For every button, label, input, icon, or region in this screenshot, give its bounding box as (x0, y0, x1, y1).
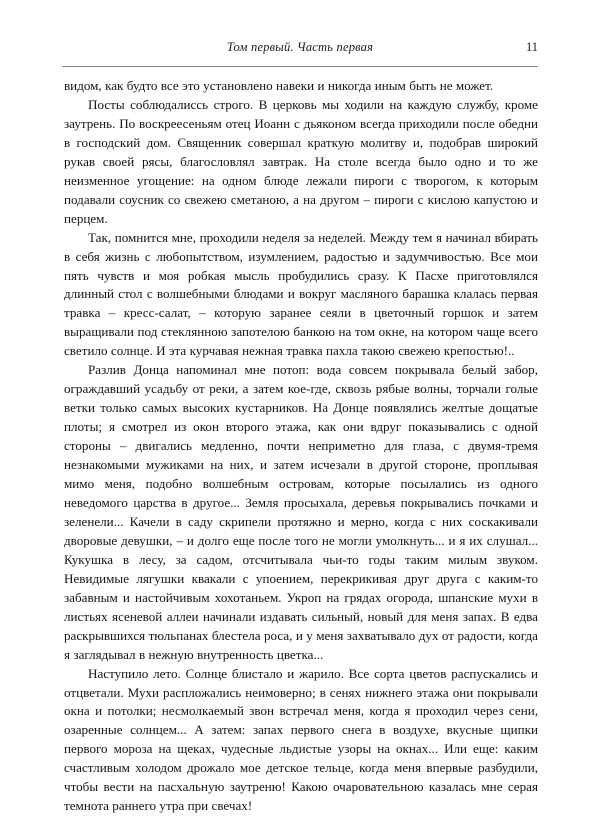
page-number: 11 (525, 40, 538, 54)
paragraph-continuation: видом, как будто все это установлено навеки и никогда иным быть не может. (64, 78, 494, 93)
paragraph-donets-flood: Разлив Донца напоминал мне потоп: вода совсем покрывала белый забор, ограждавший усадьбу от реки, а затем кое-где, сквозь рябые волны, торчали голые ветки только самых высоких кустарников. На Донце появлялись желтые дощатые плоты; я смотрел из окон второго этажа, как они вдруг показывались с одной стороны – двигались медленно, почти неприметно для глаза, с двумя-тремя незнакомыми мужиками на них, и затем исчезали в другой стороне, проплывая мимо меня, подобно волшебным островам, которые посылались из одного неведомого царства в другое... Земля просыхала, деревья покрывались почками и зеленели... Качели в саду скрипели протяжно и мерно, когда с них соскакивали дворовые девушки, – и долго еще после того не могли умолкнуть... и я их слушал... Кукушка в лесу, за садом, отсчитывала чьи-то годы таким милым звуком. Невидимые лягушки квакали с упоением, перекрикивая друг друга с каким-то забавным и настойчивым хохотаньем. Укроп на грядах огорода, шпанские мухи в листьях ясеневой аллеи начинали издавать сильный, новый для меня запах. В едва раскрывшихся тюльпанах блестела роса, и у меня захватывало дух от радости, когда я заглядывал в нежную внутренность цветка... (64, 362, 538, 662)
running-head-title: Том первый. Часть первая (226, 40, 374, 54)
running-head (62, 40, 538, 60)
paragraph-fasting: Посты соблюдалиссь строго. В церковь мы ходили на каждую службу, кроме заутрень. По воскреесеньям отец Иоанн с дьяконом всегда приходили после обедни в господский дом. Священник совершал краткую молитву и, подобрав широкий рукав своей рясы, благословлял завтрак. На столе всегда было одно и то же неизменное угощение: на одном блюде лежали пироги с творогом, к которым подавали соусник со свежею сметаною, а на другом – пироги с кислою капустою и перцем. (64, 96, 538, 226)
paragraph-summer: Наступило лето. Солнце блистало и жарило. Все сорта цветов распускались и отцветали. Мухи распложались неимоверно; в сенях нижнего этажа они покрывали окна и потолки; несмолкаемый звон встречал меня, когда я проходил через сени, озаренные солнцем... А затем: запах первого снега в воздухе, вкусные щипки первого мороза на щеках, чудесные льдистые узоры на окнах... Или еще: каким счастливым холодом дрожало мое детское тельце, когда меня впервые разбудили, чтобы вести на пасхальную заутреню! Какою очаровательною казалась мне серая темнота раннего утра при свечах! (64, 665, 538, 814)
header-rule-divider (62, 66, 538, 67)
body-text-block (64, 77, 538, 816)
paragraph-weeks: Так, помнится мне, проходили неделя за неделей. Между тем я начинал вбирать в себя жизнь с любопытством, изумлением, радостью и задумчивостью. Все мои пять чувств и моя робкая мысль пробудились сразу. К Пасхе приготовлялся длинный стол с волшебными блюдами и вокруг масляного барашка клалась первая травка – кресс-салат, – которую заранее сеяли в цветочный горшок и затем выращивали под стеклянною запотелою банкою на том окне, на котором чаще всего светило солнце. И эта курчавая нежная травка пахла такою свежею крепостью!.. (64, 229, 538, 359)
